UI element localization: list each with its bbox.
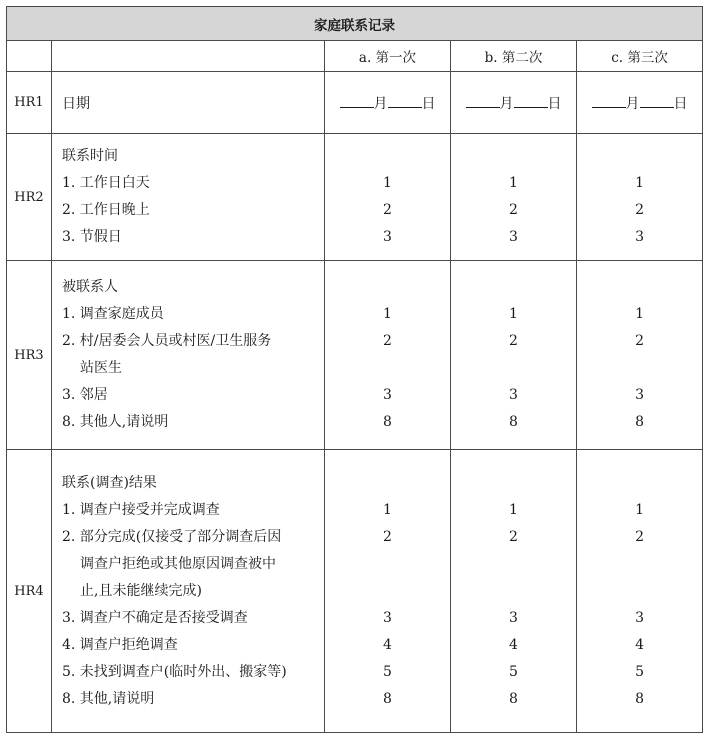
option-code[interactable]: 1 [509, 175, 518, 191]
option-label: 5. 未找到调查户(临时外出、搬家等) [62, 663, 287, 680]
option-code[interactable]: 5 [635, 663, 644, 680]
code-column-third [577, 134, 703, 261]
code-column-third [577, 450, 703, 733]
column-header-third: c. 第三次 [577, 41, 703, 72]
option-code[interactable]: 2 [383, 528, 392, 545]
option-label: 4. 调查户拒绝调查 [62, 636, 178, 653]
option-code[interactable]: 2 [635, 528, 644, 545]
empty-header-cell [7, 41, 52, 72]
option-label: 1. 调查家庭成员 [62, 306, 164, 322]
day-label: 日 [421, 95, 436, 112]
column-header-first: a. 第一次 [325, 41, 451, 72]
option-code[interactable]: 1 [509, 306, 518, 322]
code-column-first [325, 134, 451, 261]
option-code[interactable]: 2 [635, 333, 644, 349]
option-code[interactable]: 8 [509, 414, 518, 430]
option-code[interactable]: 1 [635, 306, 644, 322]
option-label: 3. 调查户不确定是否接受调查 [62, 609, 248, 626]
option-code[interactable]: 3 [383, 229, 392, 245]
question-code: HR1 [7, 72, 52, 134]
question-options [52, 450, 325, 733]
option-label: 1. 工作日白天 [62, 175, 150, 191]
option-code[interactable]: 3 [509, 229, 518, 245]
option-code[interactable]: 3 [383, 609, 392, 626]
option-label: 2. 部分完成(仅接受了部分调查后因 [62, 528, 282, 545]
column-header-second: b. 第二次 [451, 41, 577, 72]
option-code[interactable]: 1 [509, 501, 518, 518]
title-row [7, 7, 703, 41]
hr4-row [7, 450, 703, 733]
option-code[interactable]: 1 [383, 501, 392, 518]
question-label: 日期 [52, 72, 325, 134]
option-code[interactable]: 2 [383, 333, 392, 349]
hr1-row [7, 72, 703, 134]
option-code[interactable]: 1 [383, 306, 392, 322]
option-label: 2. 工作日晚上 [62, 202, 150, 218]
option-label-continued: 调查户拒绝或其他原因调查被中 [80, 555, 276, 572]
option-code[interactable]: 4 [509, 636, 518, 653]
option-label: 8. 其他人,请说明 [62, 414, 169, 430]
question-heading: 联系(调查)结果 [62, 474, 157, 491]
day-blank[interactable] [640, 93, 674, 108]
code-column-second [451, 261, 577, 450]
column-header-row [7, 41, 703, 72]
date-field-second[interactable] [451, 72, 577, 134]
option-code[interactable]: 5 [509, 663, 518, 680]
option-label: 3. 邻居 [62, 387, 108, 403]
day-label: 日 [547, 95, 562, 112]
option-code[interactable]: 1 [635, 501, 644, 518]
option-label: 2. 村/居委会人员或村医/卫生服务 [62, 333, 272, 349]
option-code[interactable]: 3 [383, 387, 392, 403]
option-code[interactable]: 1 [635, 175, 644, 191]
option-code[interactable]: 2 [509, 528, 518, 545]
question-options [52, 134, 325, 261]
month-label: 月 [373, 95, 388, 112]
option-code[interactable]: 3 [509, 609, 518, 626]
option-code[interactable]: 3 [635, 229, 644, 245]
code-column-third [577, 261, 703, 450]
option-code[interactable]: 4 [635, 636, 644, 653]
code-column-first [325, 450, 451, 733]
option-code[interactable]: 1 [383, 175, 392, 191]
option-code[interactable]: 3 [635, 609, 644, 626]
month-label: 月 [499, 95, 514, 112]
hr3-row [7, 261, 703, 450]
option-code[interactable]: 8 [383, 690, 392, 707]
question-code: HR4 [7, 450, 52, 733]
option-code[interactable]: 8 [635, 414, 644, 430]
hr2-row [7, 134, 703, 261]
month-label: 月 [625, 95, 640, 112]
month-blank[interactable] [340, 93, 374, 108]
option-code[interactable]: 8 [509, 690, 518, 707]
question-options [52, 261, 325, 450]
option-code[interactable]: 2 [509, 333, 518, 349]
month-blank[interactable] [466, 93, 500, 108]
option-label-continued: 止,且未能继续完成) [80, 582, 202, 599]
question-heading: 联系时间 [62, 148, 118, 164]
table-title: 家庭联系记录 [7, 7, 703, 41]
month-blank[interactable] [592, 93, 626, 108]
date-field-first[interactable] [325, 72, 451, 134]
empty-header-cell [52, 41, 325, 72]
question-heading: 被联系人 [62, 279, 118, 295]
option-label: 1. 调查户接受并完成调查 [62, 501, 220, 518]
option-code[interactable]: 8 [635, 690, 644, 707]
question-code: HR2 [7, 134, 52, 261]
option-code[interactable]: 2 [635, 202, 644, 218]
option-label-continued: 站医生 [80, 360, 122, 376]
option-code[interactable]: 2 [509, 202, 518, 218]
option-code[interactable]: 3 [509, 387, 518, 403]
option-code[interactable]: 3 [635, 387, 644, 403]
code-column-second [451, 450, 577, 733]
option-label: 8. 其他,请说明 [62, 690, 155, 707]
day-label: 日 [673, 95, 688, 112]
option-label: 3. 节假日 [62, 229, 122, 245]
code-column-second [451, 134, 577, 261]
family-contact-record-table [6, 6, 703, 733]
option-code[interactable]: 8 [383, 414, 392, 430]
question-code: HR3 [7, 261, 52, 450]
date-field-third[interactable] [577, 72, 703, 134]
option-code[interactable]: 5 [383, 663, 392, 680]
code-column-first [325, 261, 451, 450]
day-blank[interactable] [388, 93, 422, 108]
option-code[interactable]: 2 [383, 202, 392, 218]
option-code[interactable]: 4 [383, 636, 392, 653]
day-blank[interactable] [514, 93, 548, 108]
